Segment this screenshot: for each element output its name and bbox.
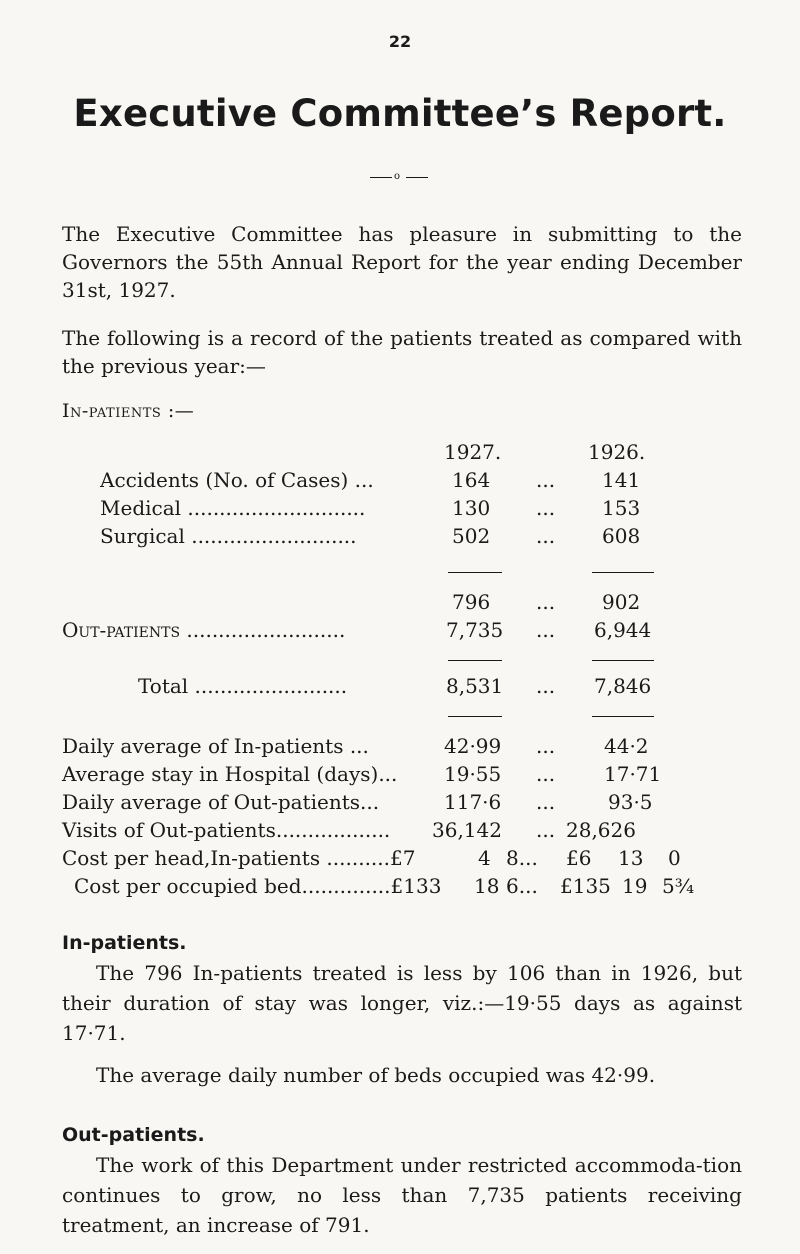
value-1927: 164	[452, 468, 491, 492]
comparison-text: The following is a record of the patients treated as compared with the previous year:—	[62, 326, 742, 378]
row-label: Daily average of Out-patients...	[62, 790, 380, 814]
intro-text: The Executive Committee has pleasure in submitting to the Governors the 55th Annual Report for the year ending December 31st, 1927.	[62, 222, 742, 302]
value-1927: 796	[452, 590, 491, 614]
value-1927: 8,531	[446, 674, 504, 698]
table-row	[0, 468, 800, 496]
table-header	[0, 440, 800, 468]
row-label: Surgical ..........................	[100, 524, 357, 548]
cost-pence-1926: 0	[668, 846, 681, 870]
cost-pence-1926: 5¾	[662, 874, 695, 898]
inpatients-heading: In-patients.	[62, 932, 187, 954]
separator: ...	[536, 496, 556, 520]
total-under-rule-1927	[448, 716, 502, 717]
separator: ...	[536, 818, 556, 842]
value-1926: 28,626	[566, 818, 636, 842]
cost-shillings-1926: 13	[618, 846, 644, 870]
page-title: Executive Committee’s Report.	[73, 92, 727, 135]
row-label: Out-patients .........................	[62, 618, 346, 642]
separator: ...	[536, 762, 556, 786]
separator: ...	[536, 590, 556, 614]
cost-pounds-1926: £6	[566, 846, 592, 870]
outpatients-body	[62, 1150, 742, 1240]
row-label: Daily average of In-patients ...	[62, 734, 369, 758]
value-1927: 117·6	[444, 790, 502, 814]
stats-row	[0, 734, 800, 762]
column-1927: 1927.	[444, 440, 502, 464]
inpatients-body	[62, 958, 742, 1090]
total-rule-1927	[448, 660, 502, 661]
row-label: Cost per occupied bed..............£133	[74, 874, 442, 898]
row-label: Cost per head,In-patients ..........£7	[62, 846, 416, 870]
total-rule-1926	[592, 660, 654, 661]
row-label: Average stay in Hospital (days)...	[62, 762, 398, 786]
separator: ...	[536, 734, 556, 758]
cost-pounds-1926: £135	[560, 874, 611, 898]
ornament-glyph: o	[394, 171, 401, 182]
separator: ...	[536, 468, 556, 492]
outpatients-heading: Out-patients.	[62, 1124, 205, 1146]
subtotal-row	[0, 590, 800, 618]
outpatients-row	[0, 618, 800, 646]
total-under-rule-1926	[592, 716, 654, 717]
value-1926: 17·71	[604, 762, 662, 786]
subtotal-rule-1926	[592, 572, 654, 573]
page-number: 22	[388, 32, 412, 51]
cost-shillings-1926: 19	[622, 874, 648, 898]
inpatients-paragraph-2: The average daily number of beds occupied was 42·99.	[96, 1063, 656, 1087]
separator: ...	[536, 674, 556, 698]
row-label: Medical ............................	[100, 496, 366, 520]
comparison-paragraph	[62, 324, 742, 380]
value-1926: 153	[602, 496, 641, 520]
row-label: Visits of Out-patients..................	[62, 818, 391, 842]
title-ornament	[370, 172, 430, 182]
column-1926: 1926.	[588, 440, 646, 464]
value-1926: 93·5	[608, 790, 653, 814]
value-1927: 7,735	[446, 618, 504, 642]
value-1926: 902	[602, 590, 641, 614]
cost-pence-1927: 8...	[506, 846, 538, 870]
stats-row	[0, 790, 800, 818]
cost-shillings-1927: 4	[478, 846, 491, 870]
value-1926: 141	[602, 468, 641, 492]
outpatients-paragraph-1: The work of this Department under restricted accommoda-tion continues to grow, no less than 7,735 patients receiving treatment, an increase of 791.	[62, 1153, 742, 1237]
row-label: Total ........................	[138, 674, 348, 698]
separator: ...	[536, 524, 556, 548]
stats-row	[0, 762, 800, 790]
cost-shillings-1927: 18	[474, 874, 500, 898]
value-1927: 130	[452, 496, 491, 520]
value-1927: 36,142	[432, 818, 502, 842]
value-1926: 44·2	[604, 734, 649, 758]
value-1927: 42·99	[444, 734, 502, 758]
inpatients-subheading: In-patients :—	[62, 400, 195, 422]
inpatients-paragraph-1: The 796 In-patients treated is less by 106 than in 1926, but their duration of stay was longer, viz.:—19·55 days as against 17·71.	[62, 961, 742, 1045]
cost-row	[0, 846, 800, 874]
value-1926: 608	[602, 524, 641, 548]
total-row	[0, 674, 800, 702]
table-row	[0, 496, 800, 524]
subtotal-rule-1927	[448, 572, 502, 573]
separator: ...	[536, 618, 556, 642]
stats-row	[0, 818, 800, 846]
table-row	[0, 524, 800, 552]
value-1927: 19·55	[444, 762, 502, 786]
value-1926: 7,846	[594, 674, 652, 698]
cost-pence-1927: 6...	[506, 874, 538, 898]
cost-row	[0, 874, 800, 902]
separator: ...	[536, 790, 556, 814]
value-1926: 6,944	[594, 618, 652, 642]
row-label: Accidents (No. of Cases) ...	[100, 468, 374, 492]
intro-paragraph	[62, 220, 742, 304]
value-1927: 502	[452, 524, 491, 548]
